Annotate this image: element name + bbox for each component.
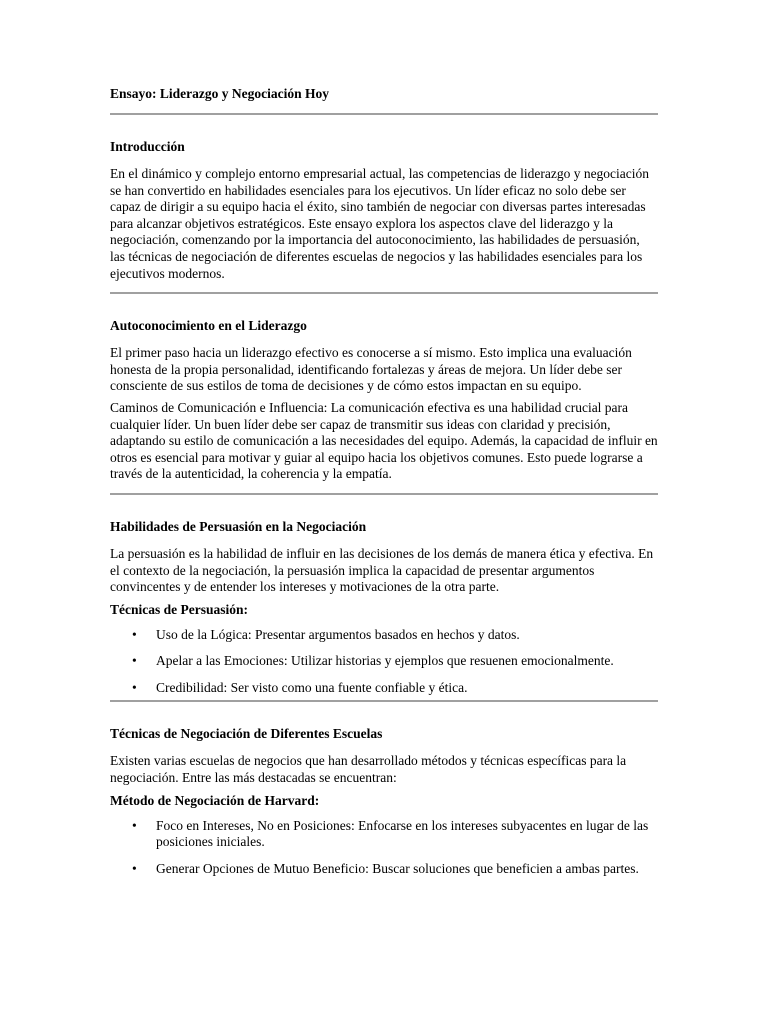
section-paragraph: El primer paso hacia un liderazgo efectivo es conocerse a sí mismo. Esto implica una evaluación honesta de la propia personalidad, identificando fortalezas y áreas de mejora. Un líder debe ser consciente de sus estilos de toma de decisiones y de cómo estos impactan en su equipo. [110, 345, 632, 394]
section-paragraph: Caminos de Comunicación e Influencia: La comunicación efectiva es una habilidad crucial para cualquier líder. Un buen líder debe ser capaz de transmitir sus ideas con claridad y precisión, adaptando su estilo de comunicación a las necesidades del equipo. Además, la capacidad de influir en otros es esencial para motivar y guiar al equipo hacia los objetivos comunes. Esto puede lograrse a través de la autenticidad, la coherencia y la empatía. [110, 399, 658, 482]
section-heading-tecnicas-negociacion: Técnicas de Negociación de Diferentes Escuelas [110, 726, 383, 742]
list-item [110, 627, 658, 644]
list-item-text: Foco en Intereses, No en Posiciones: Enfocarse en los intereses subyacentes en lugar de las posiciones iniciales. [156, 817, 649, 850]
section-divider [110, 113, 658, 115]
bullet-icon: • [132, 626, 137, 642]
list-item-text: Generar Opciones de Mutuo Beneficio: Buscar soluciones que beneficien a ambas partes. [156, 860, 639, 876]
bullet-icon: • [132, 817, 137, 833]
section-divider [110, 493, 658, 495]
list-item-text: Uso de la Lógica: Presentar argumentos basados en hechos y datos. [156, 626, 520, 642]
bullet-icon: • [132, 679, 137, 695]
list-item [110, 861, 658, 878]
document-page [110, 84, 658, 877]
section-paragraph: La persuasión es la habilidad de influir en las decisiones de los demás de manera ética y efectiva. En el contexto de la negociación, la persuasión implica la capacidad de presentar argumentos convincentes y de entender los intereses y motivaciones de la otra parte. [110, 545, 654, 595]
list-item-text: Apelar a las Emociones: Utilizar historias y ejemplos que resuenen emocionalmente. [156, 653, 614, 669]
section-heading-autoconocimiento: Autoconocimiento en el Liderazgo [110, 318, 307, 334]
section-heading-persuasion: Habilidades de Persuasión en la Negociación [110, 518, 367, 534]
bullet-list-harvard [110, 818, 658, 878]
bullet-list-persuasion [110, 627, 658, 697]
bullet-icon: • [132, 860, 137, 876]
section-divider [110, 292, 658, 294]
document-title: Ensayo: Liderazgo y Negociación Hoy [110, 86, 329, 101]
section-paragraph: En el dinámico y complejo entorno empresarial actual, las competencias de liderazgo y negociación se han convertido en habilidades esenciales para los ejecutivos. Un líder eficaz no solo debe ser capaz de dirigir a su equipo hacia el éxito, sino también de negociar con diversas partes interesadas para alcanzar objetivos estratégicos. Este ensayo explora los aspectos clave del liderazgo y la negociación, comenzando por la importancia del autoconocimiento, las habilidades de persuasión, las técnicas de negociación de diferentes escuelas de negocios y las habilidades esenciales para los ejecutivos modernos. [110, 166, 650, 281]
list-item [110, 653, 658, 670]
list-item [110, 680, 658, 697]
section-heading-introduccion: Introducción [110, 139, 185, 154]
bullet-icon: • [132, 653, 137, 669]
list-item [110, 818, 658, 851]
section-divider [110, 700, 658, 702]
section-paragraph: Existen varias escuelas de negocios que han desarrollado métodos y técnicas específicas para la negociación. Entre las más destacadas se encuentran: [110, 753, 627, 786]
list-item-text: Credibilidad: Ser visto como una fuente confiable y ética. [156, 679, 468, 695]
subheading-metodo-harvard: Método de Negociación de Harvard: [110, 792, 320, 808]
subheading-tecnicas-persuasion: Técnicas de Persuasión: [110, 601, 248, 617]
